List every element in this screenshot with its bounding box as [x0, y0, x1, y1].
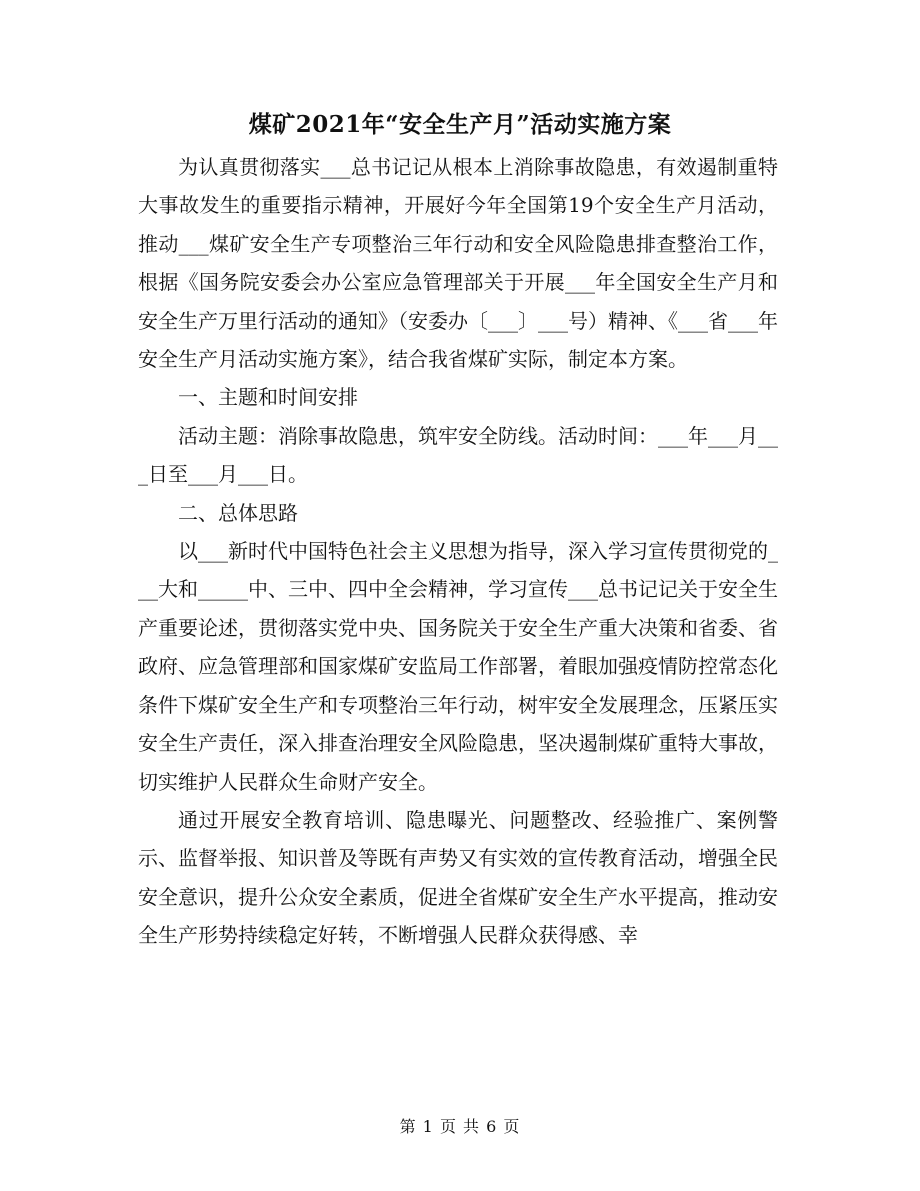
document-body	[138, 148, 778, 955]
paragraph-intro: 为认真贯彻落实___总书记记从根本上消除事故隐患，有效遏制重特大事故发生的重要指示精神，开展好今年全国第19个安全生产月活动，推动___煤矿安全生产专项整治三年行动和安全风险隐患排查整治工作，根据《国务院安委会办公室应急管理部关于开展___年全国安全生产月和安全生产万里行活动的通知》（安委办〔___〕___号）精神、《___省___年安全生产月活动实施方案》，结合我省煤矿实际，制定本方案。	[138, 155, 778, 372]
section-heading-overall-approach: 二、总体思路	[178, 500, 298, 525]
paragraph-theme-and-schedule: 活动主题：消除事故隐患，筑牢安全防线。活动时间：___年___月___日至___月___日。	[138, 423, 778, 487]
paragraph-activities: 通过开展安全教育培训、隐患曝光、问题整改、经验推广、案例警示、监督举报、知识普及等既有声势又有实效的宣传教育活动，增强全民安全意识，提升公众安全素质，促进全省煤矿安全生产水平提高，推动安全生产形势持续稳定好转，不断增强人民群众获得感、幸	[138, 807, 778, 948]
section-heading-theme-and-schedule: 一、主题和时间安排	[178, 385, 358, 410]
paragraph-guiding-thought: 以___新时代中国特色社会主义思想为指导，深入学习宣传贯彻党的___大和_____中、三中、四中全会精神，学习宣传___总书记记关于安全生产重要论述，贯彻落实党中央、国务院关于安全生产重大决策和省委、省政府、应急管理部和国家煤矿安监局工作部署，着眼加强疫情防控常态化条件下煤矿安全生产和专项整治三年行动，树牢安全发展理念，压紧压实安全生产责任，深入排查治理安全风险隐患，坚决遏制煤矿重特大事故，切实维护人民群众生命财产安全。	[138, 539, 778, 794]
page-number-footer: 第 1 页 共 6 页	[399, 1117, 521, 1136]
document-title: 煤矿2021年“安全生产月”活动实施方案	[248, 111, 672, 138]
